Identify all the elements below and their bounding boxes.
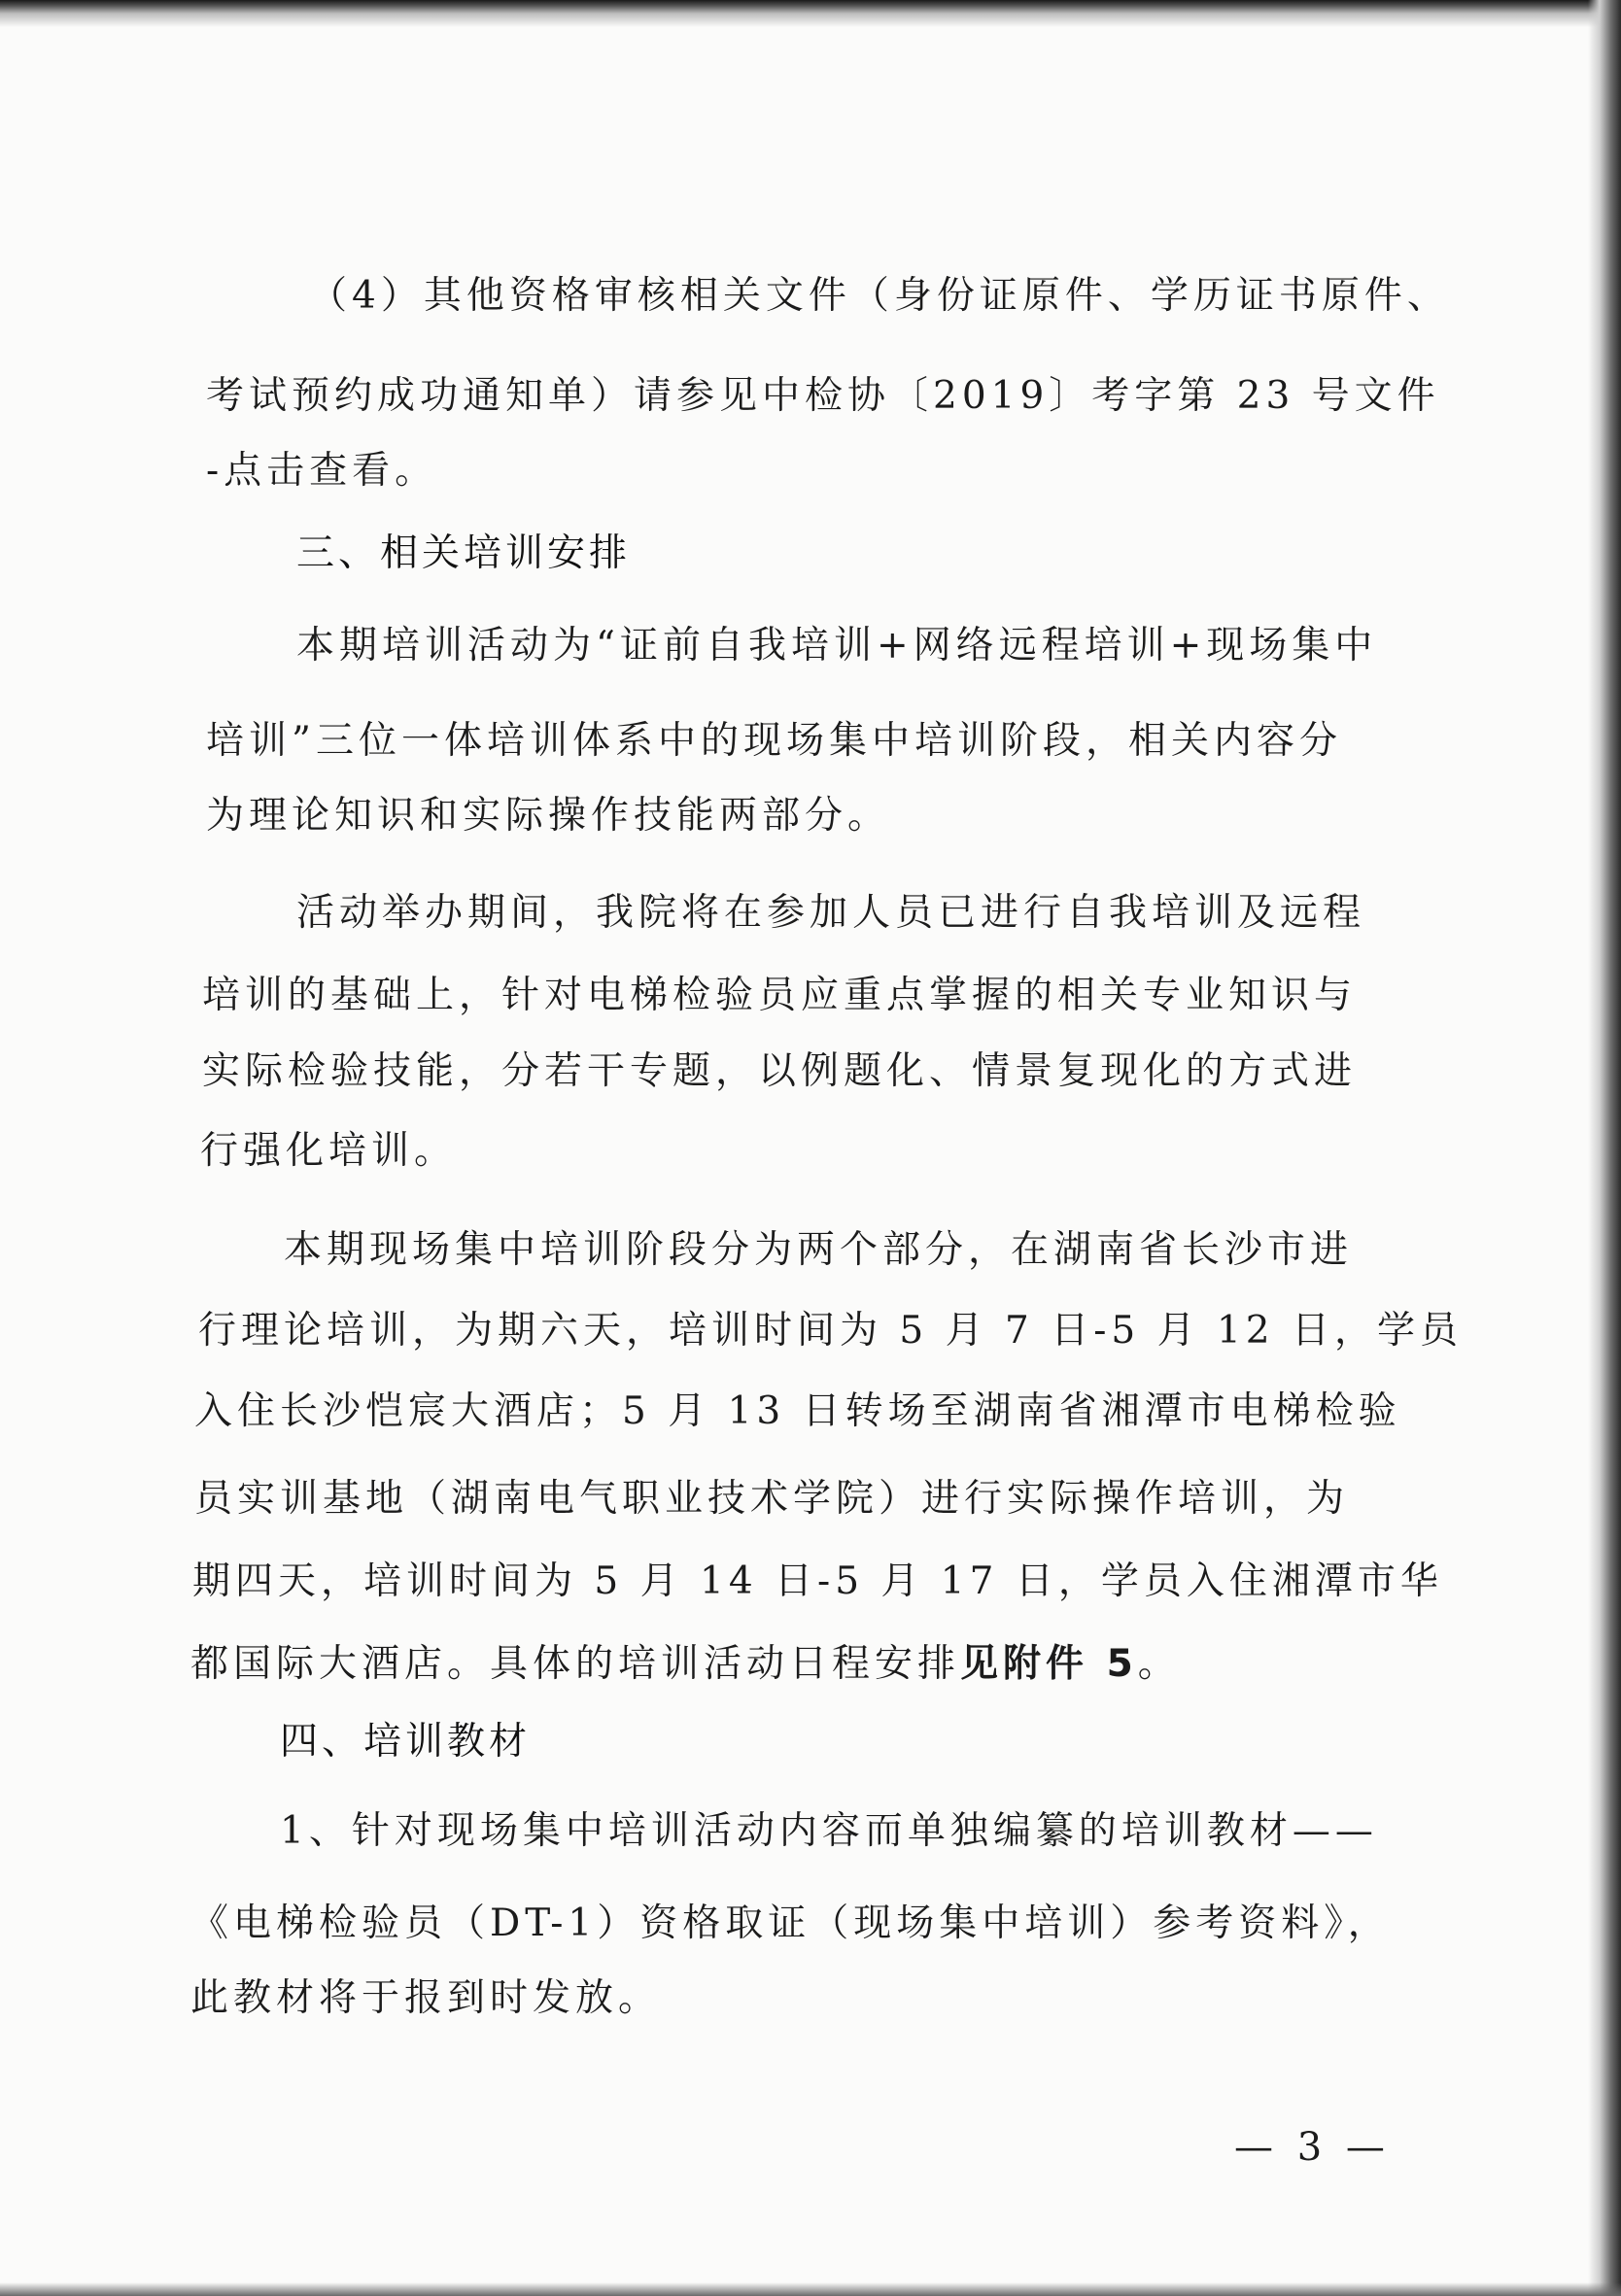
section4-item1-line-3: 此教材将于报到时发放。 <box>190 1976 662 2020</box>
section4-item1-line-1: 1、针对现场集中培训活动内容而单独编纂的培训教材—— <box>280 1809 1378 1853</box>
item4-line-1: （4）其他资格审核相关文件（身份证原件、学历证书原件、 <box>309 274 1450 318</box>
para3-last-text: 都国际大酒店。具体的培训活动日程安排 <box>190 1642 961 1686</box>
section3-para2-line-3: 实际检验技能，分若干专题，以例题化、情景复现化的方式进 <box>202 1049 1358 1093</box>
section3-para1-line-3: 为理论知识和实际操作技能两部分。 <box>206 794 891 838</box>
section3-para3-line-4: 员实训基地（湖南电气职业技术学院）进行实际操作培训，为 <box>194 1477 1350 1521</box>
section3-heading: 三、相关培训安排 <box>296 531 632 575</box>
section3-para1-line-2: 培训”三位一体培训体系中的现场集中培训阶段，相关内容分 <box>206 719 1342 763</box>
section3-para3-line-1: 本期现场集中培训阶段分为两个部分，在湖南省长沙市进 <box>284 1228 1354 1272</box>
para3-end-punct: 。 <box>1137 1642 1181 1686</box>
section4-heading: 四、培训教材 <box>280 1720 532 1764</box>
section4-item1-line-2: 《电梯检验员（DT-1）资格取证（现场集中培训）参考资料》， <box>190 1902 1391 1945</box>
section3-para3-line-6 <box>190 1640 1181 1689</box>
scan-edge-bottom <box>0 2282 1621 2296</box>
section3-para2-line-4: 行强化培训。 <box>200 1129 458 1173</box>
item4-line-3-link[interactable]: -点击查看。 <box>206 449 438 493</box>
section3-para3-line-3: 入住长沙恺宸大酒店；5 月 13 日转场至湖南省湘潭市电梯检验 <box>194 1389 1401 1433</box>
section3-para3-line-2: 行理论培训，为期六天，培训时间为 5 月 7 日-5 月 12 日，学员 <box>198 1309 1464 1353</box>
section3-para1-line-1: 本期培训活动为“证前自我培训+网络远程培训+现场集中 <box>296 624 1378 668</box>
scan-edge-right <box>1588 0 1621 2296</box>
attachment-5-reference: 见附件 5 <box>960 1642 1138 1686</box>
section3-para2-line-1: 活动举办期间，我院将在参加人员已进行自我培训及远程 <box>296 891 1366 935</box>
section3-para2-line-2: 培训的基础上，针对电梯检验员应重点掌握的相关专业知识与 <box>202 974 1358 1017</box>
scan-edge-top <box>0 0 1621 27</box>
page-number: — 3 — <box>1234 2125 1391 2170</box>
section3-para3-line-5: 期四天，培训时间为 5 月 14 日-5 月 17 日，学员入住湘潭市华 <box>192 1559 1443 1603</box>
item4-line-2: 考试预约成功通知单）请参见中检协〔2019〕考字第 23 号文件 <box>206 374 1440 418</box>
